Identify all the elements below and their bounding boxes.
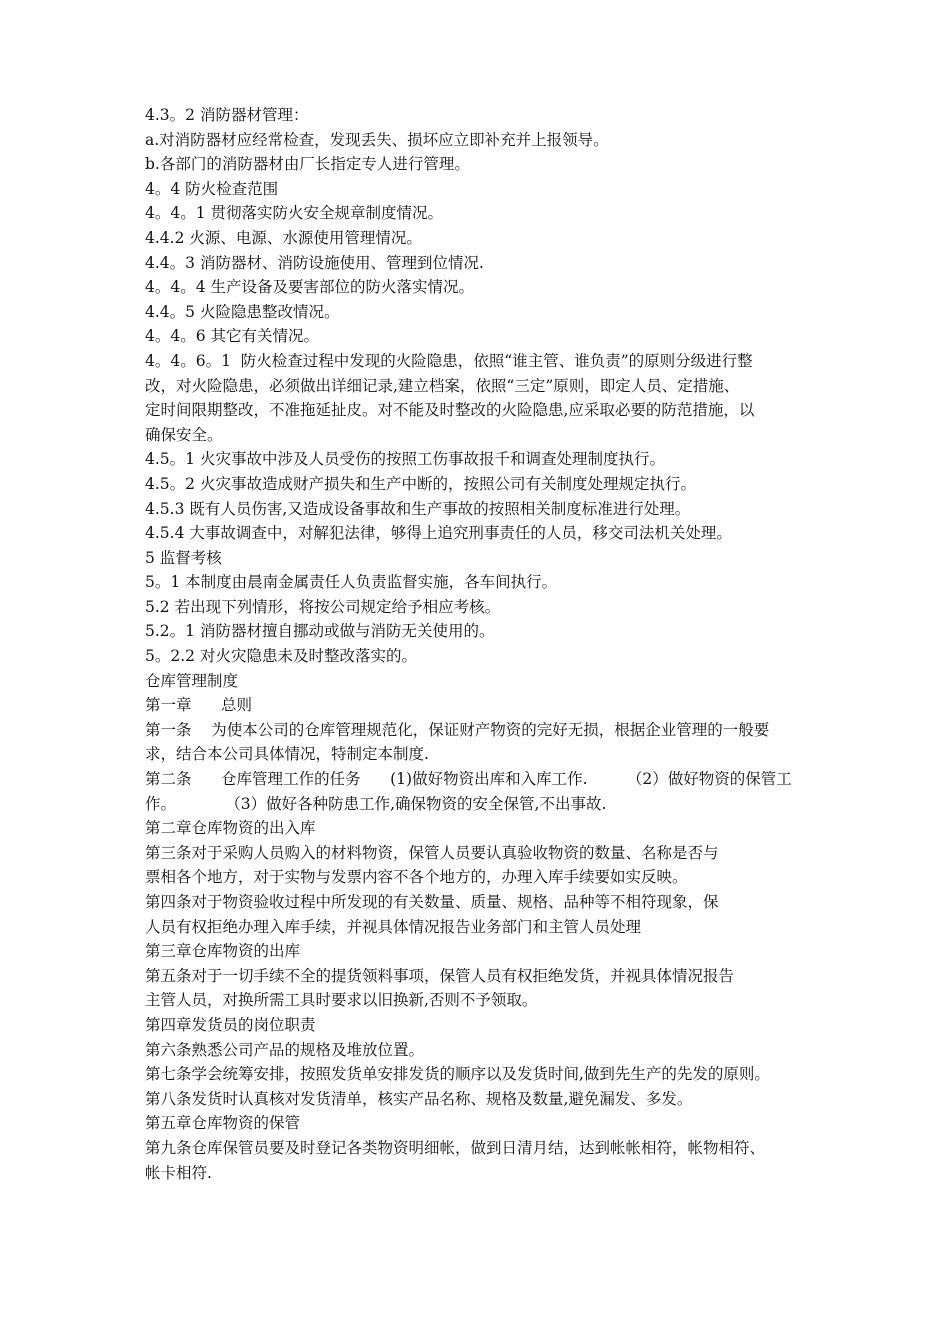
text-line: 4。4。4 生产设备及要害部位的防火落实情况。 <box>145 278 475 297</box>
text-line: 4.4。5 火险隐患整改情况。 <box>145 302 340 321</box>
text-line: 5.2。1 消防器材擅自挪动或做与消防无关使用的。 <box>145 622 495 641</box>
document-title: 仓库管理制度 <box>145 671 239 690</box>
chapter-heading: 第三章仓库物资的出库 <box>145 942 301 961</box>
text-line: 4.5.3 既有人员伤害,又造成设备事故和生产事故的按照相关制度标准进行处理。 <box>145 499 691 518</box>
text-line: 5。1 本制度由晨南金属责任人负责监督实施，各车间执行。 <box>145 573 558 592</box>
text-line: 4。4。6 其它有关情况。 <box>145 327 320 346</box>
text-line: 5.2 若出现下列情形，将按公司规定给予相应考核。 <box>145 597 501 616</box>
section-heading: 4。4 防火检查范围 <box>145 179 279 198</box>
text-line: 第二条 仓库管理工作的任务 (1)做好物资出库和入库工作. （2）做好物资的保管工 <box>145 770 792 789</box>
text-line: 求，结合本公司具体情况，特制定本制度. <box>145 745 429 764</box>
text-line: 4.3。2 消防器材管理： <box>145 106 309 124</box>
text-line: 4.5。2 火灾事故造成财产损失和生产中断的，按照公司有关制度处理规定执行。 <box>145 474 696 493</box>
chapter-heading: 第一章 总则 <box>145 696 253 715</box>
text-line: 第八条发货时认真核对发货清单，核实产品名称、规格及数量,避免漏发、多发。 <box>145 1089 693 1108</box>
text-line: 第九条仓库保管员要及时登记各类物资明细帐，做到日清月结，达到帐帐相符，帐物相符、 <box>145 1138 766 1157</box>
text-line: 票相各个地方，对于实物与发票内容不各个地方的，办理入库手续要如实反映。 <box>145 868 688 887</box>
text-line: 第四条对于物资验收过程中所发现的有关数量、质量、规格、品种等不相符现象，保 <box>145 893 719 911</box>
text-line: 第一条 为使本公司的仓库管理规范化，保证财产物资的完好无损，根据企业管理的一般要 <box>145 720 770 739</box>
section-heading: 5 监督考核 <box>145 548 222 567</box>
text-line: 4.5。1 火灾事故中涉及人员受伤的按照工伤事故报千和调查处理制度执行。 <box>145 450 665 469</box>
chapter-heading: 第五章仓库物资的保管 <box>145 1114 301 1133</box>
chapter-heading: 第四章发货员的岗位职责 <box>145 1015 316 1034</box>
text-line: 4。4。6。1 防火检查过程中发现的火险隐患，依照“谁主管、谁负责”的原则分级进行整 <box>145 351 753 370</box>
text-line: a.对消防器材应经常检查，发现丢失、损坏应立即补充并上报领导。 <box>145 130 609 149</box>
text-line: 4.4.2 火源、电源、水源使用管理情况。 <box>145 228 422 247</box>
text-line: 帐卡相符. <box>145 1163 212 1182</box>
document-body <box>145 103 825 1185</box>
text-line: 第三条对于采购人员购入的材料物资，保管人员要认真验收物资的数量、名称是否与 <box>145 843 719 862</box>
text-line: 改，对火险隐患，必须做出详细记录,建立档案，依照“三定”原则，即定人员、定措施、 <box>145 376 740 395</box>
text-line: 4。4。1 贯彻落实防火安全规章制度情况。 <box>145 204 444 223</box>
chapter-heading: 第二章仓库物资的出入库 <box>145 819 316 838</box>
text-line: 人员有权拒绝办理入库手续，并视具体情况报告业务部门和主管人员处理 <box>145 917 642 936</box>
text-line: 确保安全。 <box>145 425 223 444</box>
text-line: 第七条学会统筹安排，按照发货单安排发货的顺序以及发货时间,做到先生产的先发的原则。 <box>145 1065 770 1084</box>
text-line: 定时间限期整改，不准拖延扯皮。对不能及时整改的火险隐患,应采取必要的防范措施，以 <box>145 401 755 420</box>
text-line: b.各部门的消防器材由厂长指定专人进行管理。 <box>145 155 470 174</box>
text-line: 5。2.2 对火灾隐患未及时整改落实的。 <box>145 647 417 666</box>
text-line: 第六条熟悉公司产品的规格及堆放位置。 <box>145 1040 425 1059</box>
text-line: 主管人员，对换所需工具时要求以旧换新,否则不予领取。 <box>145 991 538 1010</box>
text-line: 4.5.4 大事故调查中，对解犯法律，够得上追究刑事责任的人员，移交司法机关处理。 <box>145 524 732 543</box>
text-line: 作。 （3）做好各种防患工作,确保物资的安全保管,不出事故. <box>145 794 607 813</box>
text-line: 4.4。3 消防器材、消防设施使用、管理到位情况. <box>145 253 484 272</box>
text-line: 第五条对于一切手续不全的提货领料事项，保管人员有权拒绝发货，并视具体情况报告 <box>145 966 735 985</box>
